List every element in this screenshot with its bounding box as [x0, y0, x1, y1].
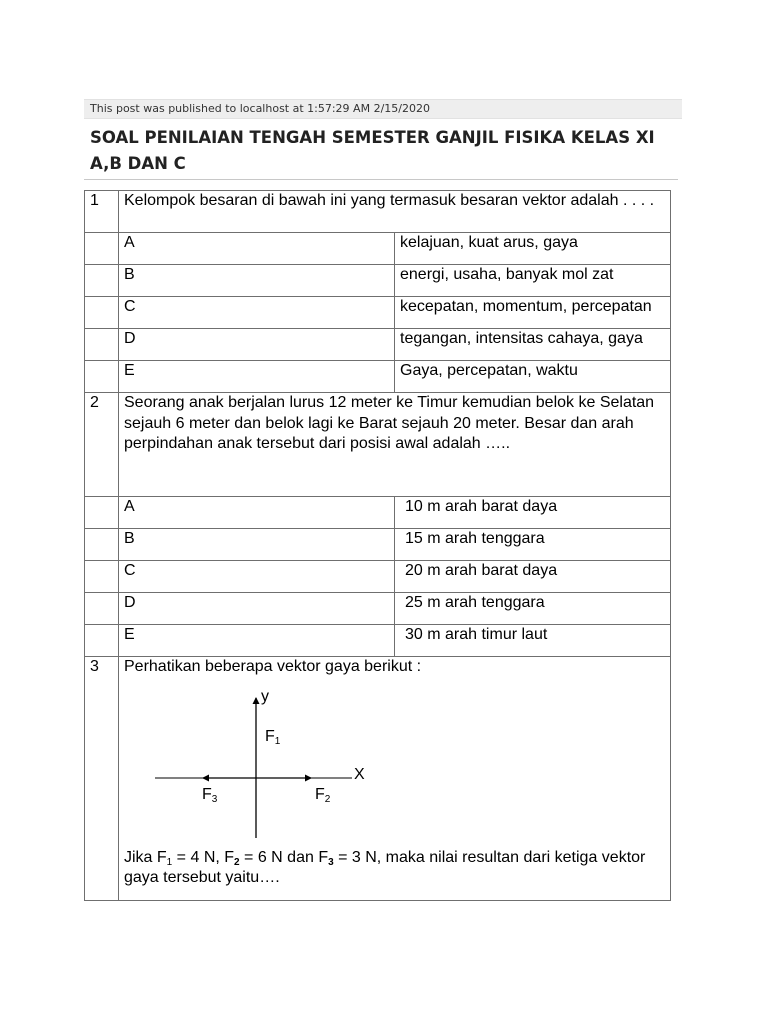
option-letter: B: [119, 529, 395, 561]
option-row: [85, 561, 671, 593]
option-row: [85, 329, 671, 361]
option-text: kecepatan, momentum, percepatan: [395, 297, 671, 329]
option-text: 25 m arah tenggara: [395, 593, 671, 625]
question-table: [84, 190, 671, 901]
option-letter: C: [119, 297, 395, 329]
option-letter: B: [119, 265, 395, 297]
question-text: Kelompok besaran di bawah ini yang termasuk besaran vektor adalah . . . .: [119, 191, 671, 233]
option-row: [85, 233, 671, 265]
option-row: [85, 297, 671, 329]
force-vector-diagram: [119, 678, 665, 840]
option-row: [85, 361, 671, 393]
vector-axes-svg: [119, 678, 369, 840]
option-text: Gaya, percepatan, waktu: [395, 361, 671, 393]
option-letter: E: [119, 625, 395, 657]
option-text: tegangan, intensitas cahaya, gaya: [395, 329, 671, 361]
option-letter: C: [119, 561, 395, 593]
f2-label: $F_2$: [315, 785, 331, 805]
f1-label: $F_1$: [265, 727, 281, 747]
option-row: [85, 497, 671, 529]
publish-note: This post was published to localhost at 1:57:29 AM 2/15/2020: [84, 99, 682, 119]
question-text: Jika $F_1 = 4$ N, $F_2 = 6$ N dan $F_3 = 3$ N, maka nilai resultan dari ketiga vektor gaya tersebut yaitu….: [124, 848, 646, 886]
option-row: [85, 265, 671, 297]
option-letter: E: [119, 361, 395, 393]
option-text: kelajuan, kuat arus, gaya: [395, 233, 671, 265]
option-text: 15 m arah tenggara: [395, 529, 671, 561]
f3-label: $F_3$: [202, 785, 218, 805]
x-axis-label: X: [354, 765, 365, 783]
option-text: 30 m arah timur laut: [395, 625, 671, 657]
question-2-row: [85, 393, 671, 497]
option-letter: D: [119, 329, 395, 361]
option-letter: A: [119, 233, 395, 265]
page-title: SOAL PENILAIAN TENGAH SEMESTER GANJIL FISIKA KELAS XI A,B DAN C: [90, 128, 655, 173]
question-1-row: [85, 191, 671, 233]
option-row: [85, 529, 671, 561]
title-divider: [84, 179, 678, 180]
question-intro: Perhatikan beberapa vektor gaya berikut :: [124, 658, 422, 675]
question-number: 2: [85, 393, 119, 497]
question-3-row: [85, 657, 671, 901]
question-number: 1: [85, 191, 119, 233]
option-row: [85, 593, 671, 625]
option-text: energi, usaha, banyak mol zat: [395, 265, 671, 297]
option-text: 10 m arah barat daya: [395, 497, 671, 529]
option-text: 20 m arah barat daya: [395, 561, 671, 593]
option-row: [85, 625, 671, 657]
option-letter: D: [119, 593, 395, 625]
question-number: 3: [85, 657, 119, 901]
question-text: Seorang anak berjalan lurus 12 meter ke Timur kemudian belok ke Selatan sejauh 6 meter dan belok lagi ke Barat sejauh 20 meter. Besar dan arah perpindahan anak tersebut dari posisi awal adalah …..: [119, 393, 671, 497]
option-letter: A: [119, 497, 395, 529]
y-axis-label: y: [261, 687, 269, 705]
